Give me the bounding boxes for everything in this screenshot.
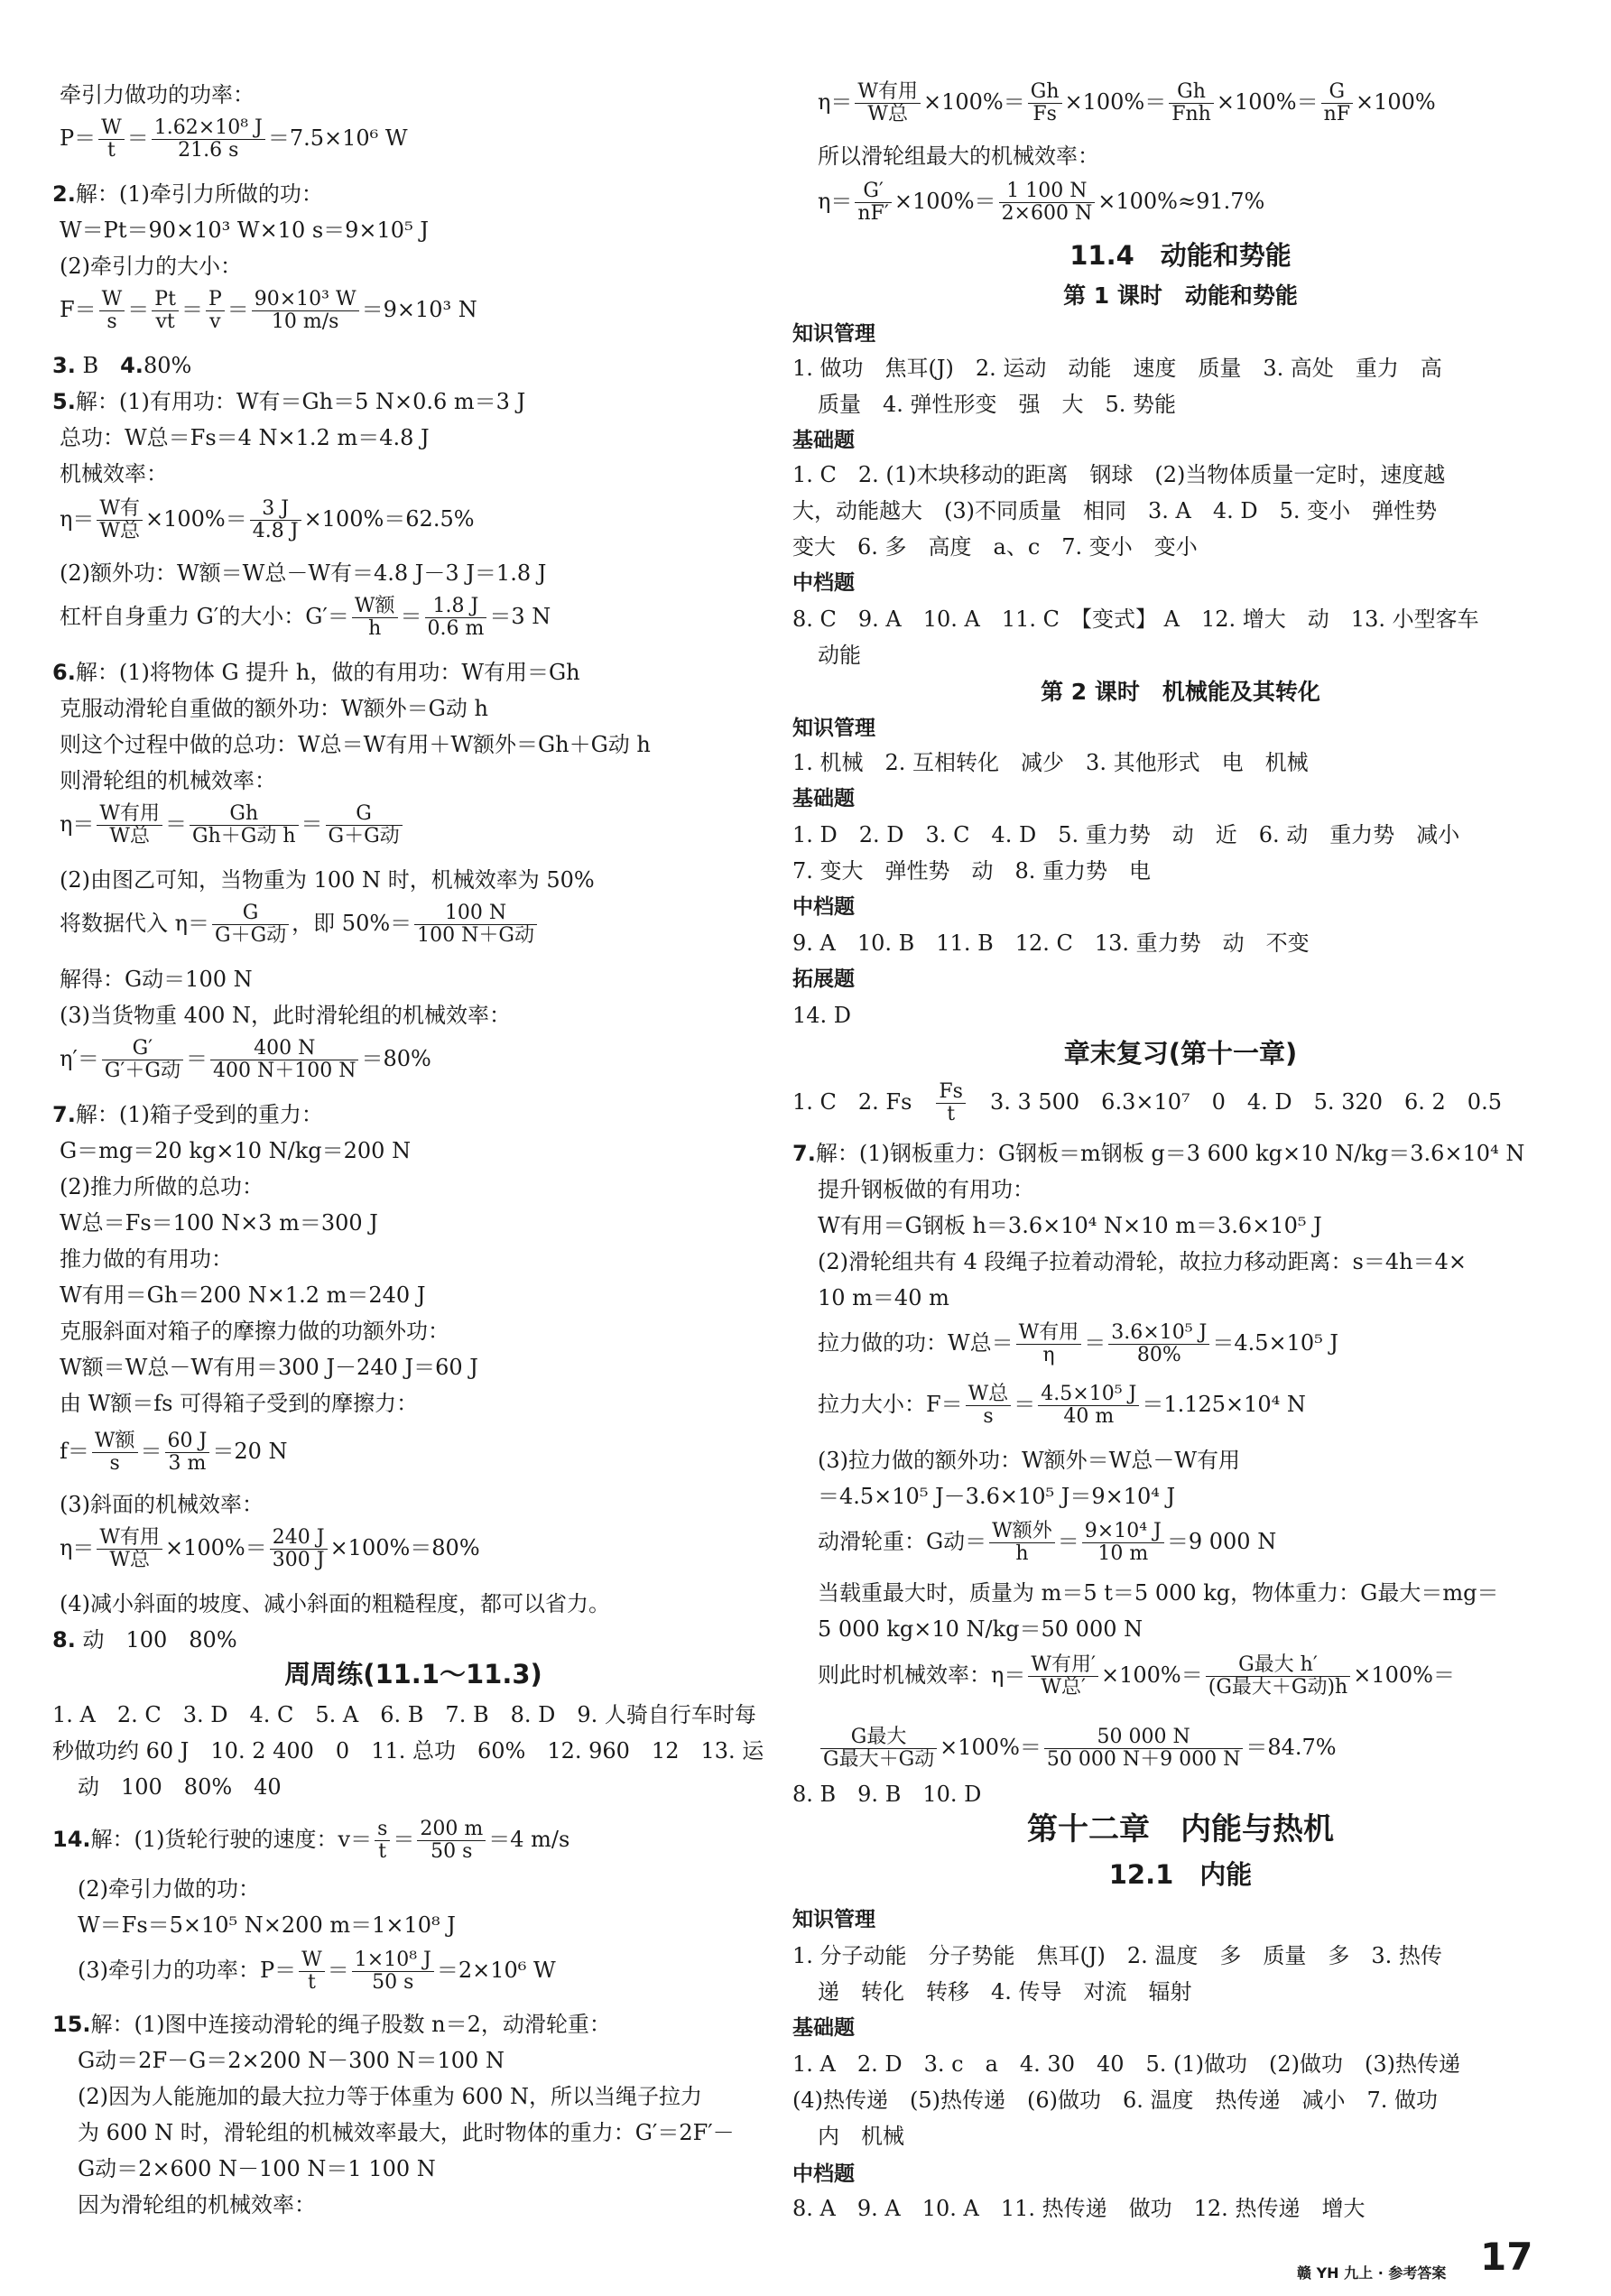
formula-line: η＝ $\frac{G'}{nF'}$ ×100%＝ $\frac{1 100 N}{2\times 600 N}$ ×100%≈91.7% <box>818 180 1265 225</box>
text-line: (2)牵引力做的功： <box>78 1876 260 1902</box>
text-line: W＝Fs＝5×10⁵ N×200 m＝1×10⁸ J <box>78 1912 456 1938</box>
category-heading: 知识管理 <box>792 717 875 740</box>
text-line: 克服动滑轮自重做的额外功：W额外＝G动 h <box>60 696 488 721</box>
answer-line: 大，动能越大 (3)不同质量 相同 3. A 4. D 5. 变小 弹性势 <box>792 498 1438 523</box>
category-heading: 知识管理 <box>792 322 875 346</box>
answer-line: 1. D 2. D 3. C 4. D 5. 重力势 动 近 6. 动 重力势 减小 <box>792 822 1460 847</box>
text-line: W总＝Fs＝100 N×3 m＝300 J <box>60 1210 378 1236</box>
section-title: 12.1 内能 <box>1108 1859 1253 1890</box>
formula-line: P＝ $\frac{W}{t}$ ＝ $\frac{\text{1.62×10⁸ J}}{21.6 s}$ ＝7.5×10⁶ W <box>60 116 408 162</box>
category-heading: 基础题 <box>792 787 855 810</box>
text-line: W额＝W总－W有用＝300 J－240 J＝60 J <box>60 1355 478 1380</box>
answer-line: 1. C 2. (1)木块移动的距离 钢球 (2)当物体质量一定时，速度越 <box>792 462 1446 487</box>
formula-line: η＝ $\frac{\text{W有}}{\text{W总}}$ ×100%＝ $\frac{3 J}{4.8 J}$ ×100%＝62.5% <box>60 497 475 542</box>
question-15: 15.解：(1)图中连接动滑轮的绳子股数 n＝2，动滑轮重： <box>52 2012 611 2037</box>
formula-line: 则此时机械效率：η＝ $\frac{\text{W有用′}}{\text{W总′}}$ ×100%＝ $\frac{\text{G最大 h′}}{\text{(G最大＋G动)h}}$ ×100%＝ <box>818 1653 1455 1699</box>
formula-line: 拉力大小：F＝ $\frac{\text{W总}}{s}$ ＝ $\frac{\text{4.5×10⁵ J}}{40 m}$ ＝1.125×10⁴ N <box>818 1383 1306 1428</box>
answer-line: 1. 机械 2. 互相转化 减少 3. 其他形式 电 机械 <box>792 750 1309 775</box>
formula-line: 将数据代入 η＝ $\frac{G}{\text{G＋G动}}$ ，即 50%＝ $\frac{100 N}{\text{100 N＋G动}}$ <box>60 903 540 947</box>
text-line: G＝mg＝20 kg×10 N/kg＝200 N <box>60 1138 412 1163</box>
text-line: 克服斜面对箱子的摩擦力做的功额外功： <box>60 1319 449 1344</box>
answer-line: 递 转化 转移 4. 传导 对流 辐射 <box>818 1979 1192 2004</box>
formula-line: 拉力做的功：W总＝ $\frac{\text{W有用}}{\eta}$ ＝ $\frac{\text{3.6×10⁵ J}}{80\%}$ ＝4.5×10⁵ J <box>818 1321 1339 1366</box>
category-heading: 基础题 <box>792 429 855 452</box>
text-line: 5 000 kg×10 N/kg＝50 000 N <box>818 1616 1143 1642</box>
answer-line: 质量 4. 弹性形变 强 大 5. 势能 <box>818 392 1177 417</box>
formula-line: 杠杆自身重力 G′的大小：G′＝ $\frac{\text{W额}}{h}$ ＝ $\frac{1.8 J}{0.6 m}$ ＝3 N <box>60 595 551 640</box>
chapter-review-title: 章末复习(第十一章) <box>1063 1038 1298 1069</box>
formula-line: 动滑轮重：G动＝ $\frac{\text{W额外}}{h}$ ＝ $\frac{\text{9×10⁴ J}}{10 m}$ ＝9 000 N <box>818 1520 1277 1565</box>
text-line: 提升钢板做的有用功： <box>818 1177 1034 1202</box>
answer-line: 14. D <box>792 1003 852 1028</box>
text-line: 则滑轮组的机械效率： <box>60 768 276 793</box>
questions-3-4: 3. B 4.80% <box>52 353 192 378</box>
question-7: 7.解：(1)钢板重力：G钢板＝m钢板 g＝3 600 kg×10 N/kg＝3.6×10⁴ N <box>792 1141 1525 1166</box>
question-2: 2.解：(1)牵引力所做的功： <box>52 181 323 207</box>
text-line: (2)推力所做的总功： <box>60 1174 264 1199</box>
answer-line: 1. 做功 焦耳(J) 2. 运动 动能 速度 质量 3. 高处 重力 高 <box>792 356 1442 381</box>
answer-line: 1. A 2. C 3. D 4. C 5. A 6. B 7. B 8. D 9. 人骑自行车时每 <box>52 1702 756 1727</box>
text-line: W有用＝Gh＝200 N×1.2 m＝240 J <box>60 1282 426 1308</box>
text-line: 所以滑轮组最大的机械效率： <box>818 144 1099 169</box>
question-8: 8. 动 100 80% <box>52 1627 237 1653</box>
answer-line: 1. 分子动能 分子势能 焦耳(J) 2. 温度 多 质量 多 3. 热传 <box>792 1943 1442 1968</box>
formula-line: η＝ $\frac{\text{W有用}}{\text{W总}}$ ×100%＝ $\frac{240 J}{300 J}$ ×100%＝80% <box>60 1526 480 1571</box>
answer-line: 8. A 9. A 10. A 11. 热传递 做功 12. 热传递 增大 <box>792 2196 1366 2221</box>
formula-line: F＝ $\frac{W}{s}$ ＝ $\frac{Pt}{vt}$ ＝ $\frac{P}{v}$ ＝ $\frac{\text{90×10³ W}}{10 m/s}$ ＝9×10³ N <box>60 288 477 333</box>
category-heading: 中档题 <box>792 2162 855 2186</box>
section-title: 11.4 动能和势能 <box>1069 240 1292 271</box>
answer-line: 1. C 2. Fs $\frac{Fs}{t}$ 3. 3 500 6.3×10⁷ 0 4. D 5. 320 6. 2 0.5 <box>792 1080 1502 1125</box>
text-line: 当载重最大时，质量为 m＝5 t＝5 000 kg，物体重力：G最大＝mg＝ <box>818 1580 1499 1606</box>
question-5: 5.解：(1)有用功：W有＝Gh＝5 N×0.6 m＝3 J <box>52 389 526 414</box>
chapter-title: 第十二章 内能与热机 <box>1027 1811 1334 1847</box>
answer-line: 1. A 2. D 3. c a 4. 30 40 5. (1)做功 (2)做功 (3)热传递 <box>792 2051 1461 2077</box>
answer-line: 动 100 80% 40 <box>78 1774 282 1800</box>
answer-line: 内 机械 <box>818 2124 904 2149</box>
formula-line: (3)牵引力的功率：P＝ $\frac{W}{t}$ ＝ $\frac{\text{1×10⁸ J}}{50 s}$ ＝2×10⁶ W <box>78 1949 556 1994</box>
answer-line: 8. C 9. A 10. A 11. C 【变式】 A 12. 增大 动 13. 小型客车 <box>792 606 1479 632</box>
text-line: 10 m＝40 m <box>818 1285 949 1310</box>
text-line: 解得：G动＝100 N <box>60 967 253 992</box>
text-line: (2)因为人能施加的最大拉力等于体重为 600 N，所以当绳子拉力 <box>78 2084 703 2109</box>
text-line: G动＝2F－G＝2×200 N－300 N＝100 N <box>78 2048 505 2073</box>
text-line: (4)减小斜面的坡度、减小斜面的粗糙程度，都可以省力。 <box>60 1591 610 1616</box>
footer-label: 赣 YH 九上 · 参考答案 <box>1297 2264 1447 2282</box>
answer-line: 8. B 9. B 10. D <box>792 1782 982 1807</box>
text-line: (2)滑轮组共有 4 段绳子拉着动滑轮，故拉力移动距离：s＝4h＝4× <box>818 1249 1467 1274</box>
text-line: (3)当货物重 400 N，此时滑轮组的机械效率： <box>60 1003 512 1028</box>
category-heading: 中档题 <box>792 895 855 919</box>
text-line: 机械效率： <box>60 461 168 486</box>
answer-line: 9. A 10. B 11. B 12. C 13. 重力势 动 不变 <box>792 930 1310 956</box>
text-line: (2)牵引力的大小： <box>60 254 242 279</box>
question-6: 6.解：(1)将物体 G 提升 h，做的有用功：W有用＝Gh <box>52 660 580 685</box>
text-line: 则这个过程中做的总功：W总＝W有用＋W额外＝Gh＋G动 h <box>60 732 651 757</box>
answer-line: 秒做功约 60 J 10. 2 400 0 11. 总功 60% 12. 960 12 13. 运 <box>52 1738 764 1764</box>
text-line: 因为滑轮组的机械效率： <box>78 2192 316 2217</box>
text-line: (3)拉力做的额外功：W额外＝W总－W有用 <box>818 1448 1240 1473</box>
text-line: (2)额外功：W额＝W总－W有＝4.8 J－3 J＝1.8 J <box>60 560 547 586</box>
page-number: 17 <box>1480 2235 1533 2279</box>
question-7: 7.解：(1)箱子受到的重力： <box>52 1102 323 1127</box>
text-line: 总功：W总＝Fs＝4 N×1.2 m＝4.8 J <box>60 425 430 450</box>
text-line: W＝Pt＝90×10³ W×10 s＝9×10⁵ J <box>60 218 429 243</box>
category-heading: 拓展题 <box>792 967 855 991</box>
text-line: G动＝2×600 N－100 N＝1 100 N <box>78 2156 436 2181</box>
text-line: 牵引力做功的功率： <box>60 82 255 107</box>
text-line: (3)斜面的机械效率： <box>60 1492 264 1517</box>
category-heading: 中档题 <box>792 571 855 595</box>
answer-line: (4)热传递 (5)热传递 (6)做功 6. 温度 热传递 减小 7. 做功 <box>792 2088 1439 2113</box>
answer-line: 变大 6. 多 高度 a、c 7. 变小 变小 <box>792 534 1198 560</box>
text-line: ＝4.5×10⁵ J－3.6×10⁵ J＝9×10⁴ J <box>818 1484 1176 1509</box>
text-line: 推力做的有用功： <box>60 1246 233 1272</box>
lesson-title: 第 1 课时 动能和势能 <box>1063 282 1298 309</box>
lesson-title: 第 2 课时 机械能及其转化 <box>1041 679 1320 705</box>
weekly-practice-title: 周周练(11.1～11.3) <box>284 1659 542 1690</box>
category-heading: 知识管理 <box>792 1908 875 1931</box>
text-line: 由 W额＝fs 可得箱子受到的摩擦力： <box>60 1391 419 1416</box>
question-14: 14.解：(1)货轮行驶的速度：v＝ $\frac{s}{t}$ ＝ $\frac{200 m}{50 s}$ ＝4 m/s <box>52 1818 570 1863</box>
formula-line: η＝ $\frac{\text{W有用}}{\text{W总}}$ ×100%＝ $\frac{Gh}{Fs}$ ×100%＝ $\frac{Gh}{\text{Fnh}}$ ×100%＝ $\frac{G}{nF}$ ×100% <box>818 80 1436 125</box>
formula-line: $\frac{\text{G最大}}{\text{G最大＋G动}}$ ×100%＝ $\frac{50 000 N}{50 000 N+9 000 N}$ ＝84.7% <box>818 1727 1337 1771</box>
formula-line: f＝ $\frac{\text{W额}}{s}$ ＝ $\frac{60 J}{3 m}$ ＝20 N <box>60 1430 288 1475</box>
formula-line: η′＝ $\frac{G'}{\text{G′＋G动}}$ ＝ $\frac{400 N}{400 N+100 N}$ ＝80% <box>60 1037 431 1082</box>
answer-line: 动能 <box>818 643 861 668</box>
text-line: (2)由图乙可知，当物重为 100 N 时，机械效率为 50% <box>60 867 595 893</box>
category-heading: 基础题 <box>792 2016 855 2040</box>
formula-line: η＝ $\frac{\text{W有用}}{\text{W总}}$ ＝ $\frac{Gh}{\text{Gh＋G动 h}}$ ＝ $\frac{G}{\text{G＋G动}}$ <box>60 803 405 847</box>
text-line: W有用＝G钢板 h＝3.6×10⁴ N×10 m＝3.6×10⁵ J <box>818 1213 1322 1238</box>
answer-line: 7. 变大 弹性势 动 8. 重力势 电 <box>792 858 1152 884</box>
text-line: 为 600 N 时，滑轮组的机械效率最大，此时物体的重力：G′＝2F′－ <box>78 2120 735 2145</box>
